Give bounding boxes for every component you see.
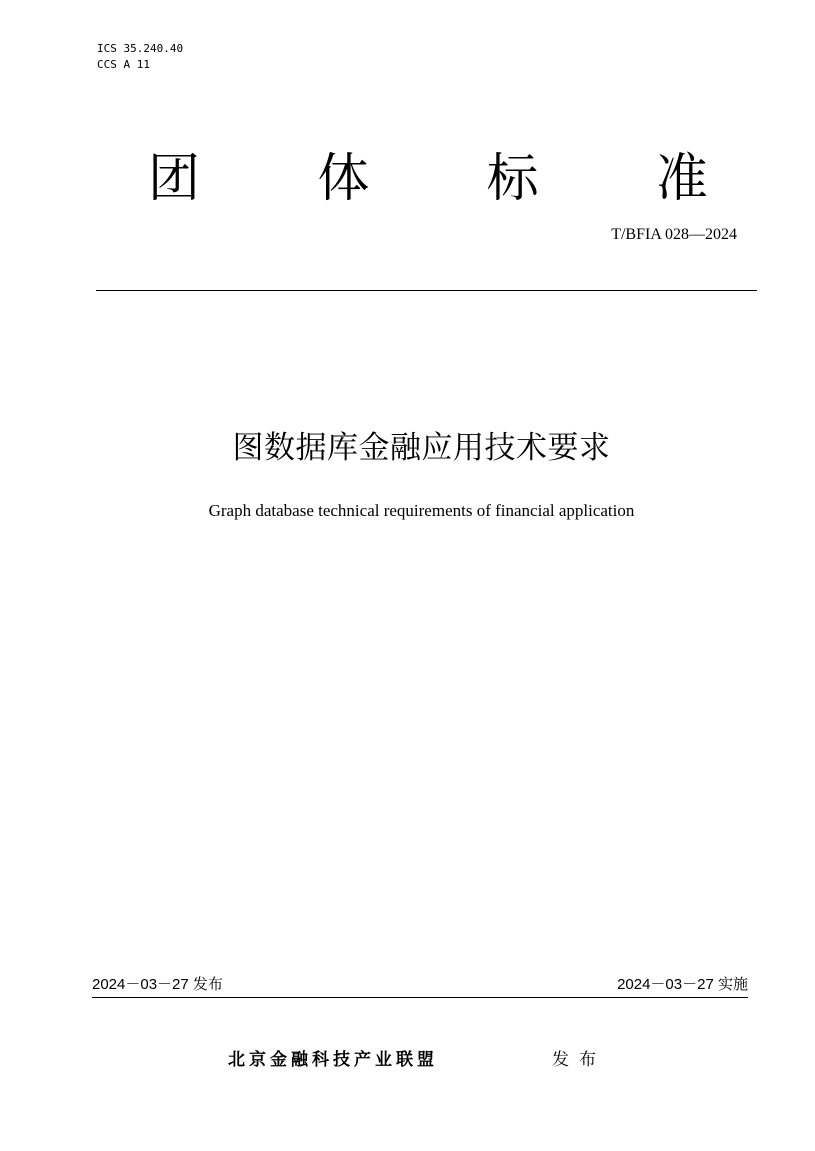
header-divider bbox=[96, 290, 757, 291]
publisher-name: 北京金融科技产业联盟 bbox=[228, 1050, 438, 1070]
standard-number: T/BFIA 028—2024 bbox=[611, 226, 737, 243]
classification-codes bbox=[97, 41, 183, 73]
ics-code: ICS 35.240.40 bbox=[97, 42, 184, 55]
date-row bbox=[92, 973, 748, 998]
standard-type-char: 体 bbox=[317, 149, 370, 209]
publish-label: 发布 bbox=[552, 1050, 606, 1070]
standard-type-char: 团 bbox=[148, 149, 201, 209]
standard-type-char: 准 bbox=[655, 149, 708, 209]
standard-type-char: 标 bbox=[486, 149, 539, 209]
implementation-date-value: 2024－03－27 bbox=[617, 976, 714, 993]
standard-type-heading bbox=[148, 147, 708, 211]
implementation-date-label: 实施 bbox=[717, 975, 748, 993]
issue-date-label: 发布 bbox=[192, 975, 223, 993]
ccs-code: CCS A 11 bbox=[97, 58, 150, 71]
document-title-english: Graph database technical requirements of financial application bbox=[208, 501, 635, 520]
document-title-chinese: 图数据库金融应用技术要求 bbox=[232, 430, 611, 466]
issue-date bbox=[92, 973, 223, 996]
implementation-date bbox=[617, 973, 748, 996]
issue-date-value: 2024－03－27 bbox=[92, 976, 189, 993]
